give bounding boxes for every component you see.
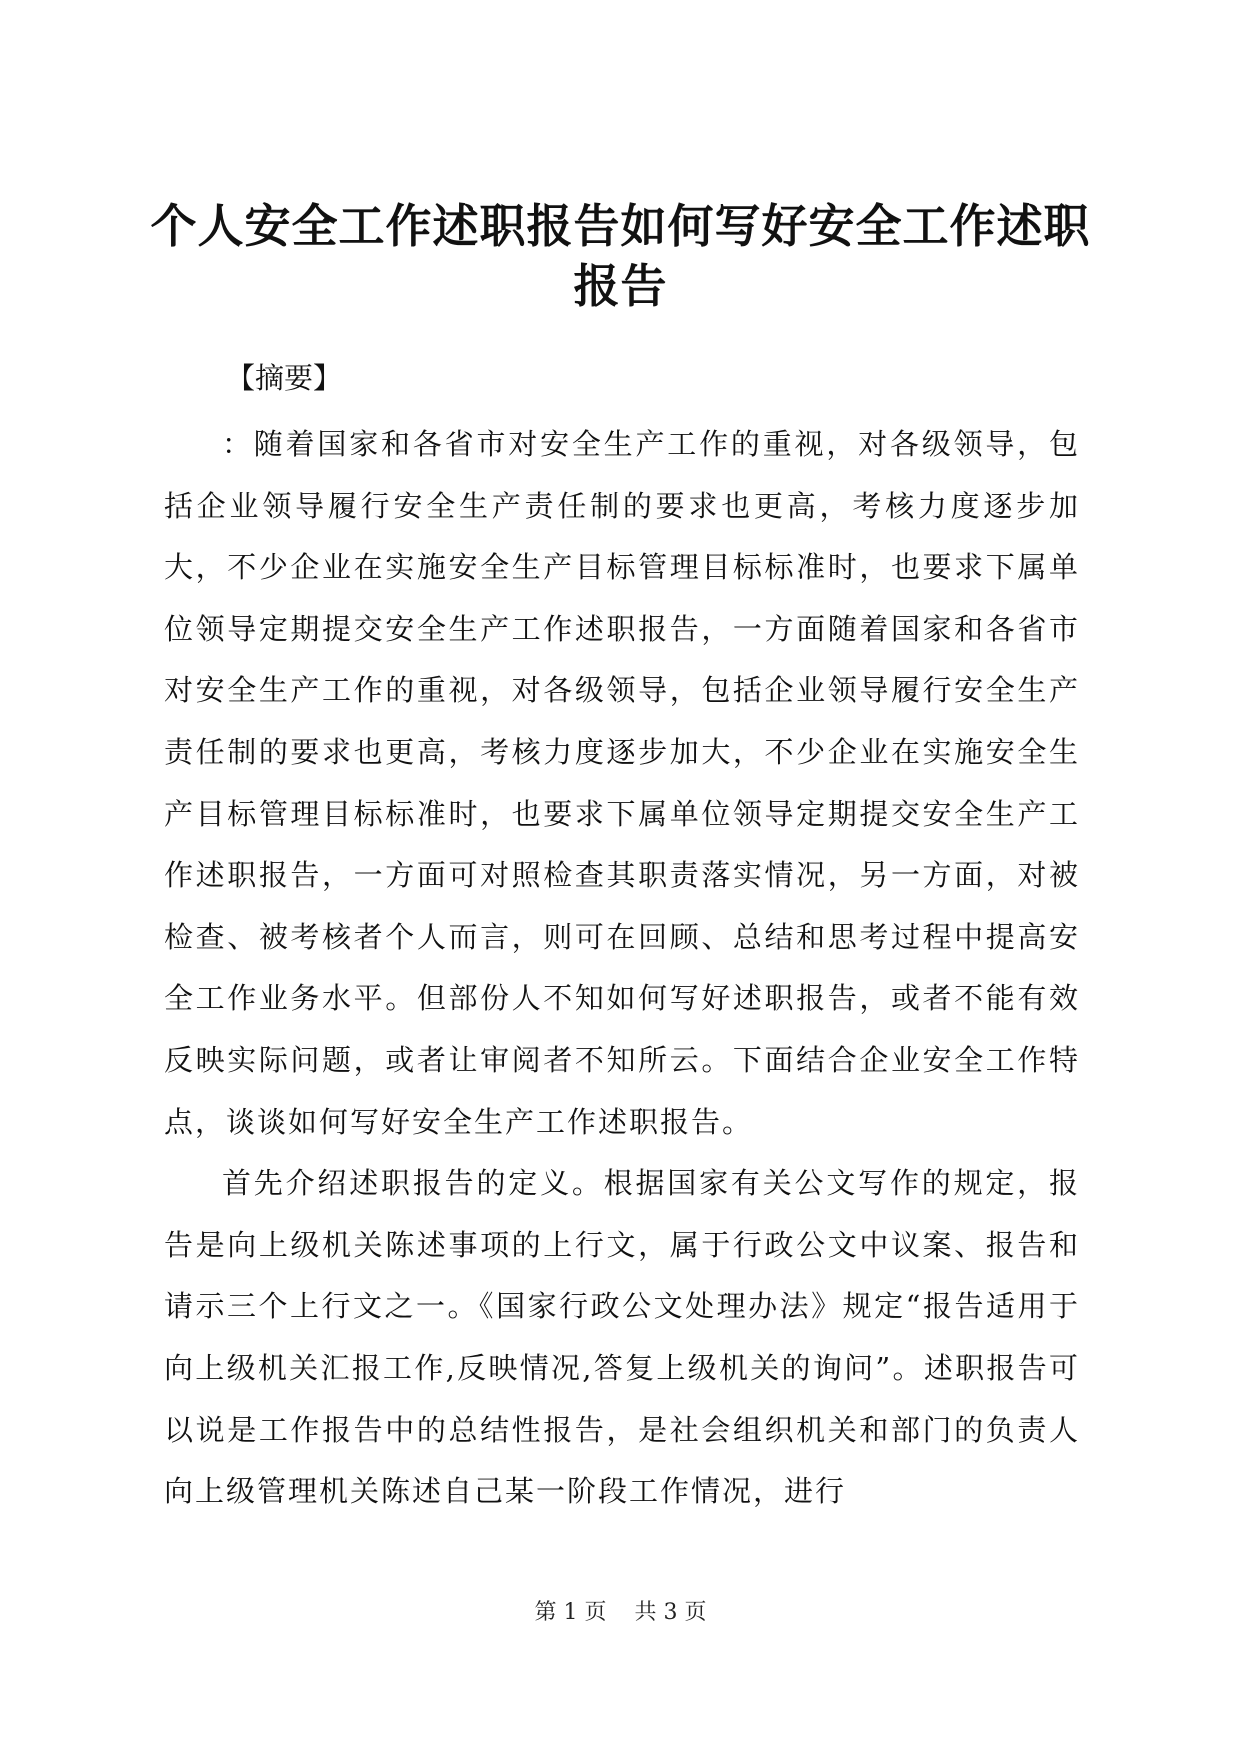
paragraph-definition: 首先介绍述职报告的定义。根据国家有关公文写作的规定，报告是向上级机关陈述事项的上行文，属于行政公文中议案、报告和请示三个上行文之一。《国家行政公文处理办法》规定“报告适用于向上级机关汇报工作,反映情况,答复上级机关的询问”。述职报告可以说是工作报告中的总结性报告，是社会组织机关和部门的负责人向上级管理机关陈述自己某一阶段工作情况，进行 xyxy=(164,1166,1080,1509)
document-body xyxy=(164,414,1080,1523)
page-footer xyxy=(0,1598,1241,1628)
page-total: 共 3 页 xyxy=(634,1600,707,1625)
document-title: 个人安全工作述职报告如何写好安全工作述职报告 xyxy=(150,199,1091,313)
page-number: 第 1 页 xyxy=(534,1600,607,1625)
summary-label: 【摘要】 xyxy=(226,361,343,395)
paragraph-summary: ：随着国家和各省市对安全生产工作的重视，对各级领导，包括企业领导履行安全生产责任制的要求也更高，考核力度逐步加大，不少企业在实施安全生产目标管理目标标准时，也要求下属单位领导定期提交安全生产工作述职报告，一方面随着国家和各省市对安全生产工作的重视，对各级领导，包括企业领导履行安全生产责任制的要求也更高，考核力度逐步加大，不少企业在实施安全生产目标管理目标标准时，也要求下属单位领导定期提交安全生产工作述职报告，一方面可对照检查其职责落实情况，另一方面，对被检查、被考核者个人而言，则可在回顾、总结和思考过程中提高安全工作业务水平。但部份人不知如何写好述职报告，或者不能有效反映实际问题，或者让审阅者不知所云。下面结合企业安全工作特点，谈谈如何写好安全生产工作述职报告。 xyxy=(164,427,1080,1139)
